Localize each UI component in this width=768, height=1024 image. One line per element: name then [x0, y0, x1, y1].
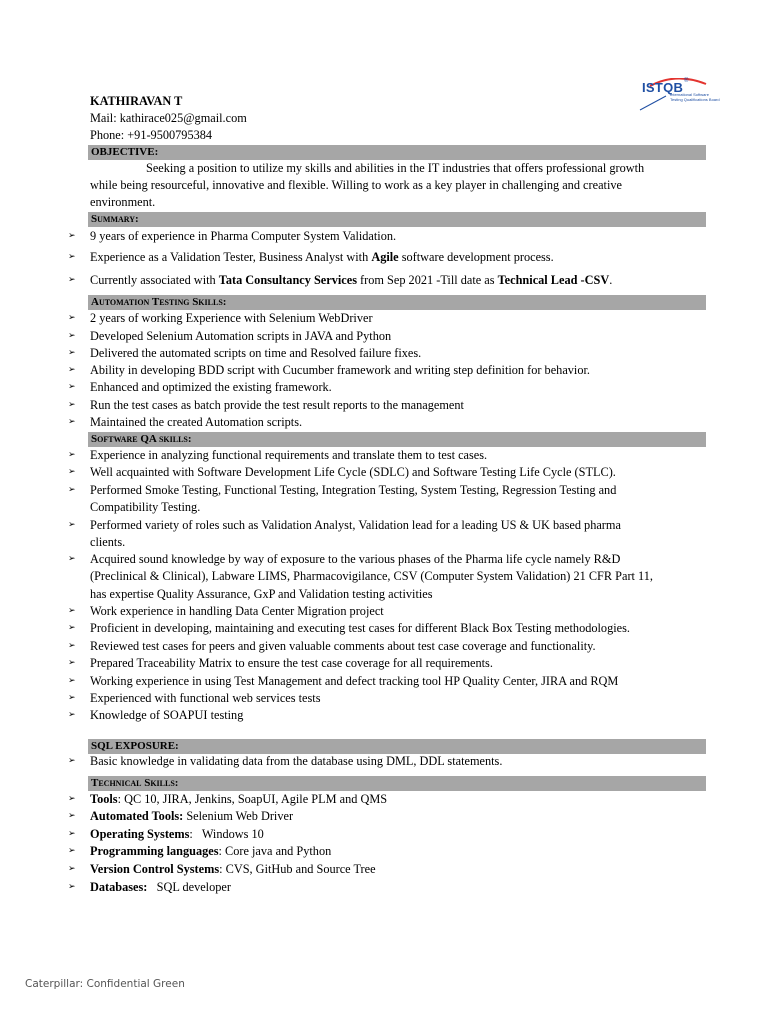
tech-item-label: Version Control Systems — [90, 862, 220, 876]
bullet-arrow-icon: ➢ — [68, 676, 76, 686]
sql-heading: SQL EXPOSURE: — [88, 739, 706, 754]
tech-item-value: : Windows 10 — [189, 827, 264, 841]
objective-line-3: environment. — [90, 195, 156, 209]
bullet-arrow-icon: ➢ — [68, 400, 76, 410]
qa-item-text: Prepared Traceability Matrix to ensure the test case coverage for all requirements. — [90, 656, 493, 670]
istqb-logo — [636, 78, 722, 112]
objective-line-1: Seeking a position to utilize my skills and abilities in the IT industries that offers professional growth — [146, 161, 645, 175]
qa-item-text: Working experience in using Test Management and defect tracking tool HP Quality Center, JIRA and RQM — [90, 674, 619, 688]
text-bold: Agile — [371, 250, 399, 264]
text-part: Currently associated with — [90, 273, 219, 287]
bullet-arrow-icon: ➢ — [68, 520, 76, 530]
text-line: Performed variety of roles such as Validation Analyst, Validation lead for a leading US & UK based pharma — [90, 518, 621, 532]
bullet-arrow-icon: ➢ — [68, 811, 76, 821]
bullet-arrow-icon: ➢ — [68, 382, 76, 392]
objective-line-2: while being resourceful, innovative and flexible. Willing to work as a key player in challenging and creative — [90, 178, 622, 192]
tech-item-label: Programming languages — [90, 844, 219, 858]
bullet-arrow-icon: ➢ — [68, 331, 76, 341]
tech-heading: Technical Skills: — [88, 776, 706, 791]
bullet-arrow-icon: ➢ — [68, 606, 76, 616]
bullet-arrow-icon: ➢ — [68, 365, 76, 375]
automation-item-text: Developed Selenium Automation scripts in JAVA and Python — [90, 329, 392, 343]
candidate-name: KATHIRAVAN T — [90, 94, 183, 108]
text-line: clients. — [90, 535, 126, 550]
tech-item-value: : CVS, GitHub and Source Tree — [219, 862, 376, 876]
automation-item-text: Maintained the created Automation scripts. — [90, 415, 303, 429]
text-bold: Tata Consultancy Services — [218, 273, 357, 287]
automation-item-text: Run the test cases as batch provide the test result reports to the management — [90, 398, 464, 412]
bullet-arrow-icon: ➢ — [68, 450, 76, 460]
tech-item-value: SQL developer — [147, 880, 231, 894]
qa-item-text — [90, 517, 682, 552]
logo-registered: ® — [684, 78, 689, 84]
qa-item-text — [90, 551, 682, 603]
bullet-arrow-icon: ➢ — [68, 882, 76, 892]
bullet-arrow-icon: ➢ — [68, 554, 76, 564]
qa-item-text: Proficient in developing, maintaining and executing test cases for different Black Box Testing methodologies. — [90, 621, 630, 635]
qa-item-text: Work experience in handling Data Center Migration project — [90, 604, 384, 618]
text-line: Compatibility Testing. — [90, 500, 201, 515]
bullet-arrow-icon: ➢ — [68, 485, 76, 495]
text-bold: Technical Lead -CSV — [497, 273, 610, 287]
automation-item-text: Ability in developing BDD script with Cucumber framework and writing step definition for behavior. — [90, 363, 590, 377]
tech-item-text — [90, 843, 682, 860]
bullet-arrow-icon: ➢ — [68, 348, 76, 358]
tech-item-label: Automated Tools: — [90, 809, 184, 823]
text-line: Acquired sound knowledge by way of exposure to the various phases of the Pharma life cycle namely R&D — [90, 552, 621, 566]
text-line: Performed Smoke Testing, Functional Testing, Integration Testing, System Testing, Regression Testing and — [90, 483, 617, 497]
text-part: software development process. — [398, 250, 554, 264]
bullet-arrow-icon: ➢ — [68, 693, 76, 703]
bullet-arrow-icon: ➢ — [68, 623, 76, 633]
qa-item-text — [90, 482, 682, 517]
automation-item-text: Delivered the automated scripts on time and Resolved failure fixes. — [90, 346, 422, 360]
automation-heading: Automation Testing Skills: — [88, 295, 706, 310]
sql-item-text: Basic knowledge in validating data from the database using DML, DDL statements. — [90, 754, 503, 768]
bullet-arrow-icon: ➢ — [68, 313, 76, 323]
tech-item-text — [90, 826, 682, 843]
text-line: has expertise Quality Assurance, GxP and Validation testing activities — [90, 586, 433, 601]
summary-item-text: 9 years of experience in Pharma Computer System Validation. — [90, 229, 397, 243]
bullet-arrow-icon: ➢ — [68, 275, 76, 285]
qa-item-text: Well acquainted with Software Development Life Cycle (SDLC) and Software Testing Life Cycle (STLC). — [90, 465, 616, 479]
text-line: (Preclinical & Clinical), Labware LIMS, Pharmacovigilance, CSV (Computer System Validation) 21 CFR Part 11, — [90, 569, 653, 584]
summary-heading: Summary: — [88, 212, 706, 227]
objective-heading: OBJECTIVE: — [88, 145, 706, 160]
qa-heading: Software QA skills: — [88, 432, 706, 447]
bullet-arrow-icon: ➢ — [68, 794, 76, 804]
bullet-arrow-icon: ➢ — [68, 710, 76, 720]
bullet-arrow-icon: ➢ — [68, 467, 76, 477]
tech-item-value: Selenium Web Driver — [183, 809, 294, 823]
bullet-arrow-icon: ➢ — [68, 829, 76, 839]
logo-word: ISTQB — [642, 80, 684, 95]
bullet-arrow-icon: ➢ — [68, 846, 76, 856]
tech-item-text — [90, 791, 682, 808]
logo-subtitle: International Software Testing Qualifications Board — [670, 92, 720, 102]
bullet-arrow-icon: ➢ — [68, 231, 76, 241]
tech-item-label: Tools — [90, 792, 118, 806]
bullet-arrow-icon: ➢ — [68, 756, 76, 766]
confidentiality-footer: Caterpillar: Confidential Green — [25, 978, 185, 990]
tech-item-text — [90, 879, 682, 896]
text-part: from Sep 2021 -Till date as — [356, 273, 498, 287]
bullet-arrow-icon: ➢ — [68, 658, 76, 668]
tech-item-label: Databases: — [90, 880, 148, 894]
summary-item-text — [90, 272, 682, 289]
email-line: Mail: kathirace025@gmail.com — [90, 111, 247, 125]
text-part: Experience as a Validation Tester, Business Analyst with — [90, 250, 372, 264]
bullet-arrow-icon: ➢ — [68, 864, 76, 874]
bullet-arrow-icon: ➢ — [68, 641, 76, 651]
qa-item-text: Reviewed test cases for peers and given valuable comments about test case coverage and functionality. — [90, 639, 596, 653]
phone-line: Phone: +91-9500795384 — [90, 128, 213, 142]
qa-item-text: Experience in analyzing functional requirements and translate them to test cases. — [90, 448, 488, 462]
automation-item-text: 2 years of working Experience with Selenium WebDriver — [90, 311, 373, 325]
automation-item-text: Enhanced and optimized the existing framework. — [90, 380, 332, 394]
text-part: . — [609, 273, 613, 287]
tech-item-label: Operating Systems — [90, 827, 190, 841]
tech-item-value: : Core java and Python — [218, 844, 332, 858]
qa-item-text: Knowledge of SOAPUI testing — [90, 708, 244, 722]
tech-item-text — [90, 808, 682, 825]
tech-item-value: : QC 10, JIRA, Jenkins, SoapUI, Agile PLM and QMS — [117, 792, 388, 806]
tech-item-text — [90, 861, 682, 878]
bullet-arrow-icon: ➢ — [68, 417, 76, 427]
summary-item-text — [90, 249, 682, 266]
qa-item-text: Experienced with functional web services tests — [90, 691, 321, 705]
bullet-arrow-icon: ➢ — [68, 252, 76, 262]
